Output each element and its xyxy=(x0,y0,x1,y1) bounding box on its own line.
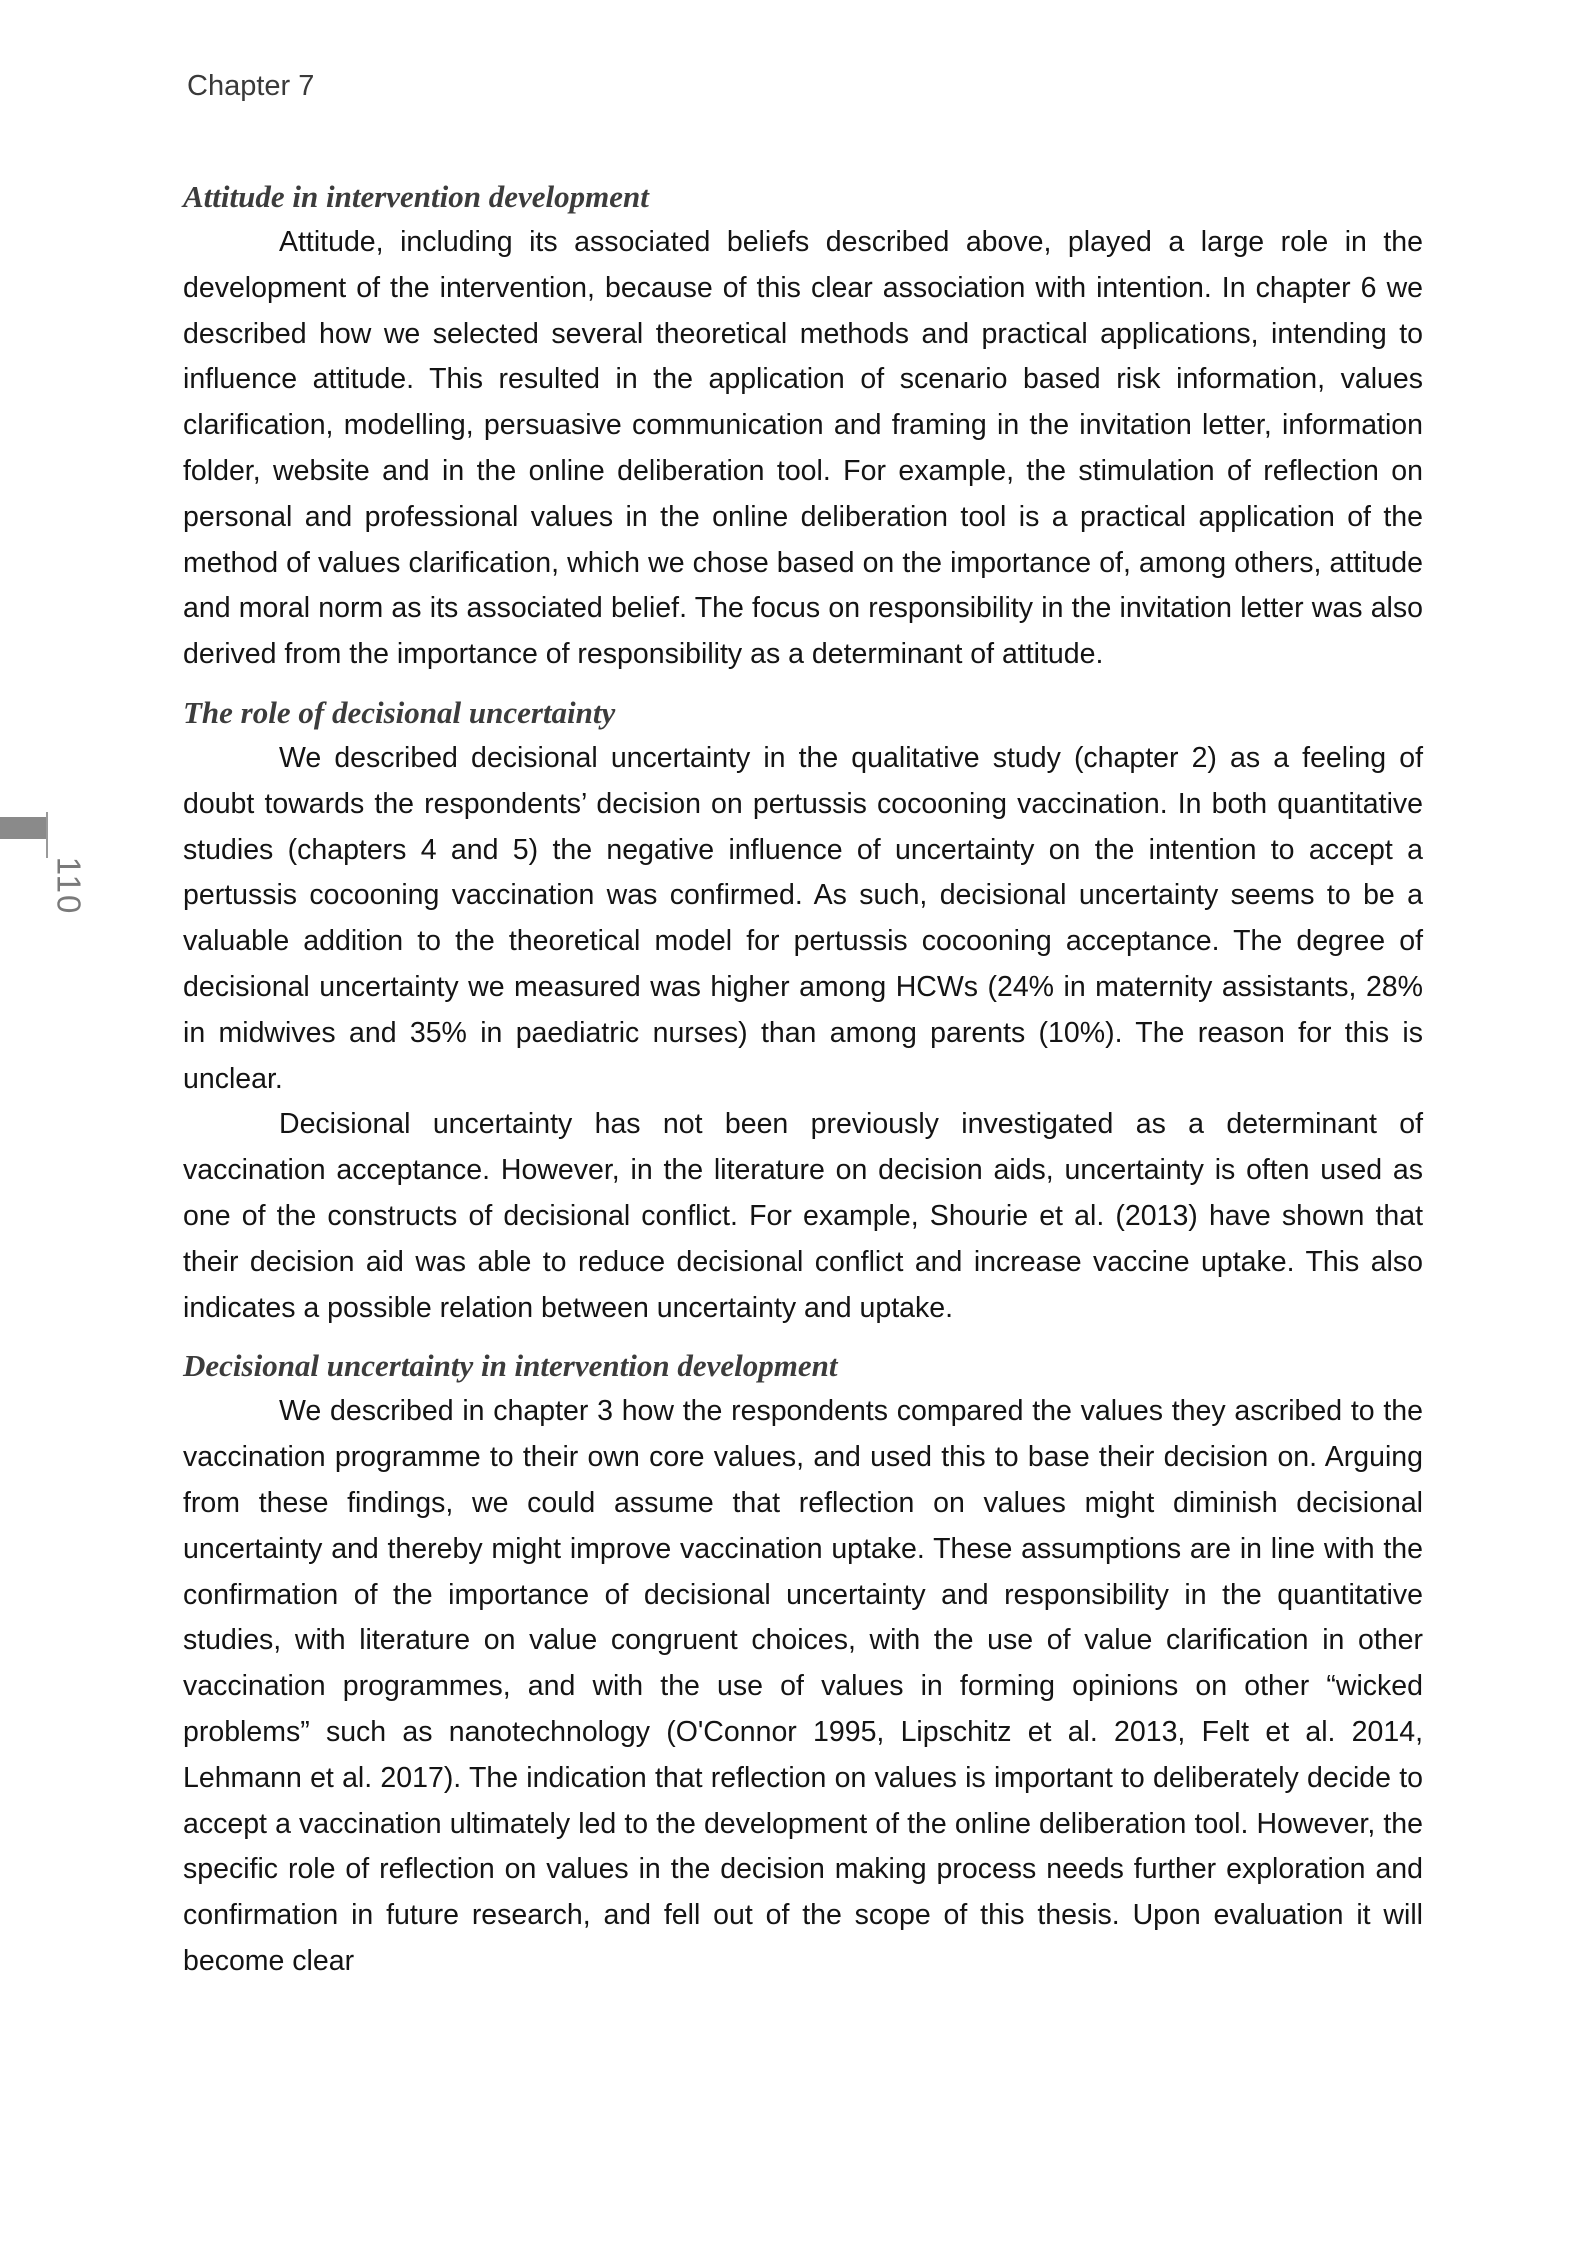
section-heading: Attitude in intervention development xyxy=(183,179,649,214)
section-heading: The role of decisional uncertainty xyxy=(183,694,616,730)
paragraph: We described decisional uncertainty in the qualitative study (chapter 2) as a feeling of doubt towards the respondents’ decision on pertussis cocooning vaccination. In both quantitative studies (chapters 4 and 5) the negative influence of uncertainty on the intention to accept a pertussis cocooning vaccination was confirmed. As such, decisional uncertainty seems to be a valuable addition to the theoretical model for pertussis cocooning acceptance. The degree of decisional uncertainty we measured was higher among HCWs (24% in maternity assistants, 28% in midwives and 35% in paediatric nurses) than among parents (10%). The reason for this is unclear. xyxy=(183,741,1423,1095)
paragraph: Decisional uncertainty has not been previously investigated as a determinant of vaccination acceptance. However, in the literature on decision aids, uncertainty is often used as one of the constructs of decisional conflict. For example, Shourie et al. (2013) have shown that their decision aid was able to reduce decisional conflict and increase vaccine uptake. This also indicates a possible relation between uncertainty and uptake. xyxy=(183,1108,1423,1324)
page-number-text: 110 xyxy=(50,856,87,916)
paragraph: Attitude, including its associated beliefs described above, played a large role in the development of the intervention, because of this clear association with intention. In chapter 6 we described how we selected several theoretical methods and practical applications, intending to influence attitude. This resulted in the application of scenario based risk information, values clarification, modelling, persuasive communication and framing in the invitation letter, information folder, website and in the online deliberation tool. For example, the stimulation of reflection on personal and professional values in the online deliberation tool is a practical application of the method of values clarification, which we chose based on the importance of, among others, attitude and moral norm as its associated belief. The focus on responsibility in the invitation letter was also derived from the importance of responsibility as a determinant of attitude. xyxy=(183,226,1423,671)
paragraph: We described in chapter 3 how the respondents compared the values they ascribed to the vaccination programme to their own core values, and used this to base their decision on. Arguing from these findings, we could assume that reflection on values might diminish decisional uncertainty and thereby might improve vaccination uptake. These assumptions are in line with the confirmation of the importance of decisional uncertainty and responsibility in the quantitative studies, with literature on value congruent choices, with the use of value clarification in other vaccination programmes, and with the use of values in forming opinions on other “wicked problems” such as nanotechnology (O'Connor 1995, Lipschitz et al. 2013, Felt et al. 2014, Lehmann et al. 2017). The indication that reflection on values is important to deliberately decide to accept a vaccination ultimately led to the development of the online deliberation tool. However, the specific role of reflection on values in the decision making process needs further exploration and confirmation in future research, and fell out of the scope of this thesis. Upon evaluation it will become clear xyxy=(183,1395,1423,1977)
page-number xyxy=(46,850,90,922)
body-text xyxy=(183,174,1423,1985)
chapter-label: Chapter 7 xyxy=(187,70,315,102)
page-marker-tab xyxy=(0,817,46,839)
section-heading: Decisional uncertainty in intervention development xyxy=(183,1348,838,1384)
